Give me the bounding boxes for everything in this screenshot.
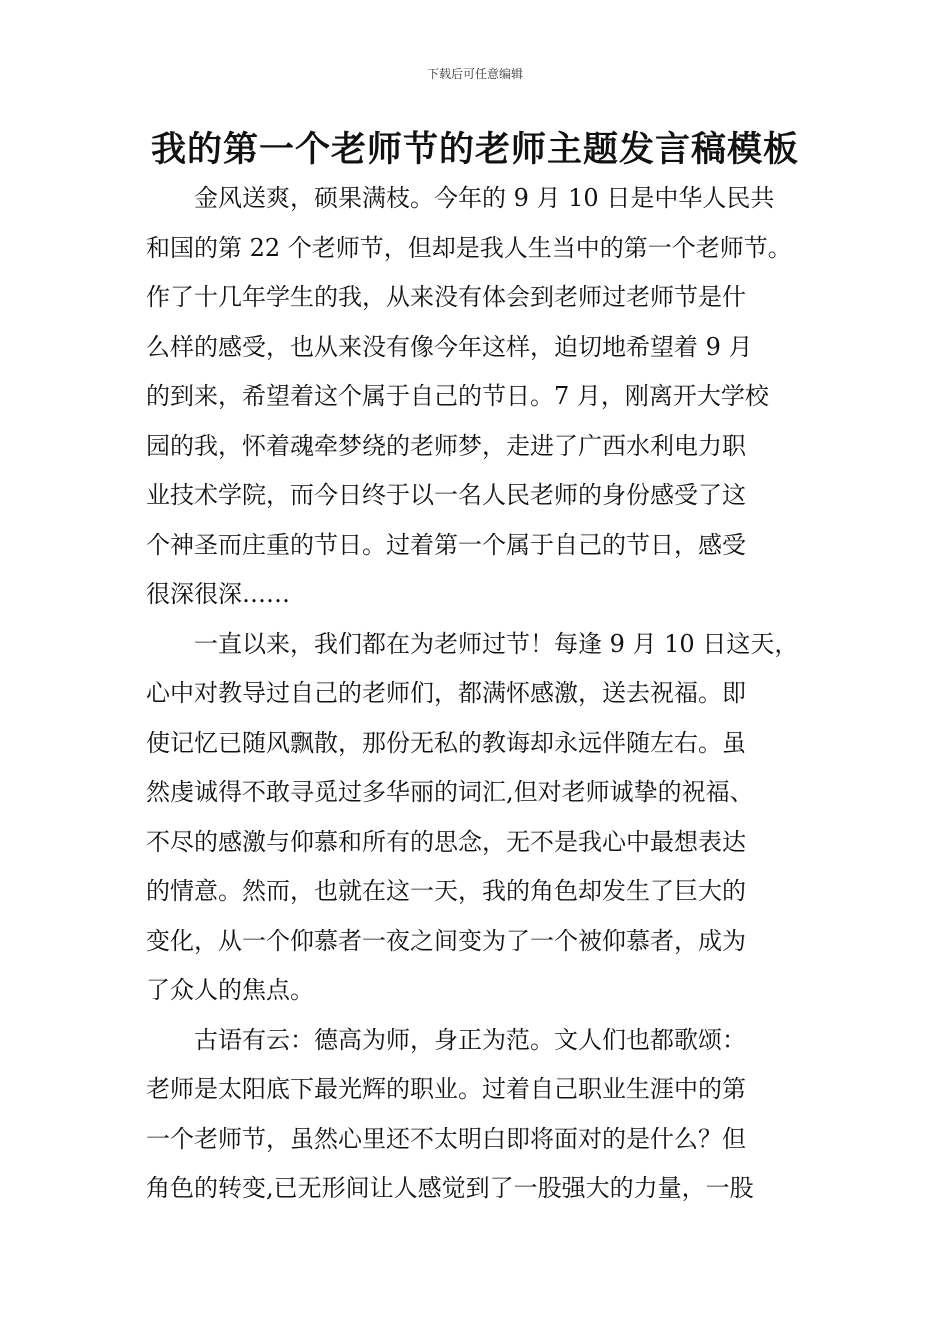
paragraph-line: 很深很深…… [146, 580, 290, 608]
paragraph-line: 作了十几年学生的我，从来没有体会到老师过老师节是什 [146, 283, 746, 311]
paragraph-line: 老师是太阳底下最光辉的职业。过着自己职业生涯中的第 [146, 1075, 746, 1103]
paragraph-line: 了众人的焦点。 [146, 976, 314, 1004]
paragraph-line: 古语有云：德高为师，身正为范。文人们也都歌颂： [146, 1025, 746, 1054]
paragraph-2 [146, 620, 826, 1016]
document-title: 我的第一个老师节的老师主题发言稿模板 [150, 129, 799, 170]
paragraph-line: 然虔诚得不敢寻觅过多华丽的词汇,但对老师诚挚的祝福、 [146, 778, 754, 806]
paragraph-line: 不尽的感激与仰慕和所有的思念，无不是我心中最想表达 [146, 827, 746, 856]
paragraph-line: 的情意。然而，也就在这一天，我的角色却发生了巨大的 [146, 877, 746, 905]
paragraph-line: 角色的转变,已无形间让人感觉到了一股强大的力量，一股 [146, 1174, 754, 1202]
paragraph-line: 变化，从一个仰慕者一夜之间变为了一个被仰慕者，成为 [146, 926, 746, 955]
paragraph-line: 一个老师节，虽然心里还不太明白即将面对的是什么？但 [146, 1124, 746, 1153]
paragraph-3 [146, 1016, 826, 1214]
document-body [146, 174, 826, 1214]
paragraph-line: 个神圣而庄重的节日。过着第一个属于自己的节日，感受 [146, 530, 746, 559]
paragraph-line: 园的我，怀着魂牵梦绕的老师梦，走进了广西水利电力职 [146, 431, 746, 460]
page-header-note: 下载后可任意编辑 [426, 67, 523, 81]
paragraph-1 [146, 174, 826, 620]
paragraph-line: 使记忆已随风飘散，那份无私的教诲却永远伴随左右。虽 [146, 728, 746, 757]
paragraph-line: 金风送爽，硕果满枝。今年的 9 月 10 日是中华人民共 [146, 184, 775, 212]
paragraph-line: 和国的第 22 个老师节，但却是我人生当中的第一个老师节。 [146, 233, 792, 262]
paragraph-line: 么样的感受，也从来没有像今年这样，迫切地希望着 9 月 [146, 332, 753, 361]
paragraph-line: 一直以来，我们都在为老师过节！每逢 9 月 10 日这天， [146, 629, 799, 658]
paragraph-line: 心中对教导过自己的老师们，都满怀感激，送去祝福。即 [146, 679, 746, 707]
paragraph-line: 的到来，希望着这个属于自己的节日。7 月，刚离开大学校 [146, 382, 769, 410]
paragraph-line: 业技术学院，而今日终于以一名人民老师的身份感受了这 [146, 481, 746, 509]
